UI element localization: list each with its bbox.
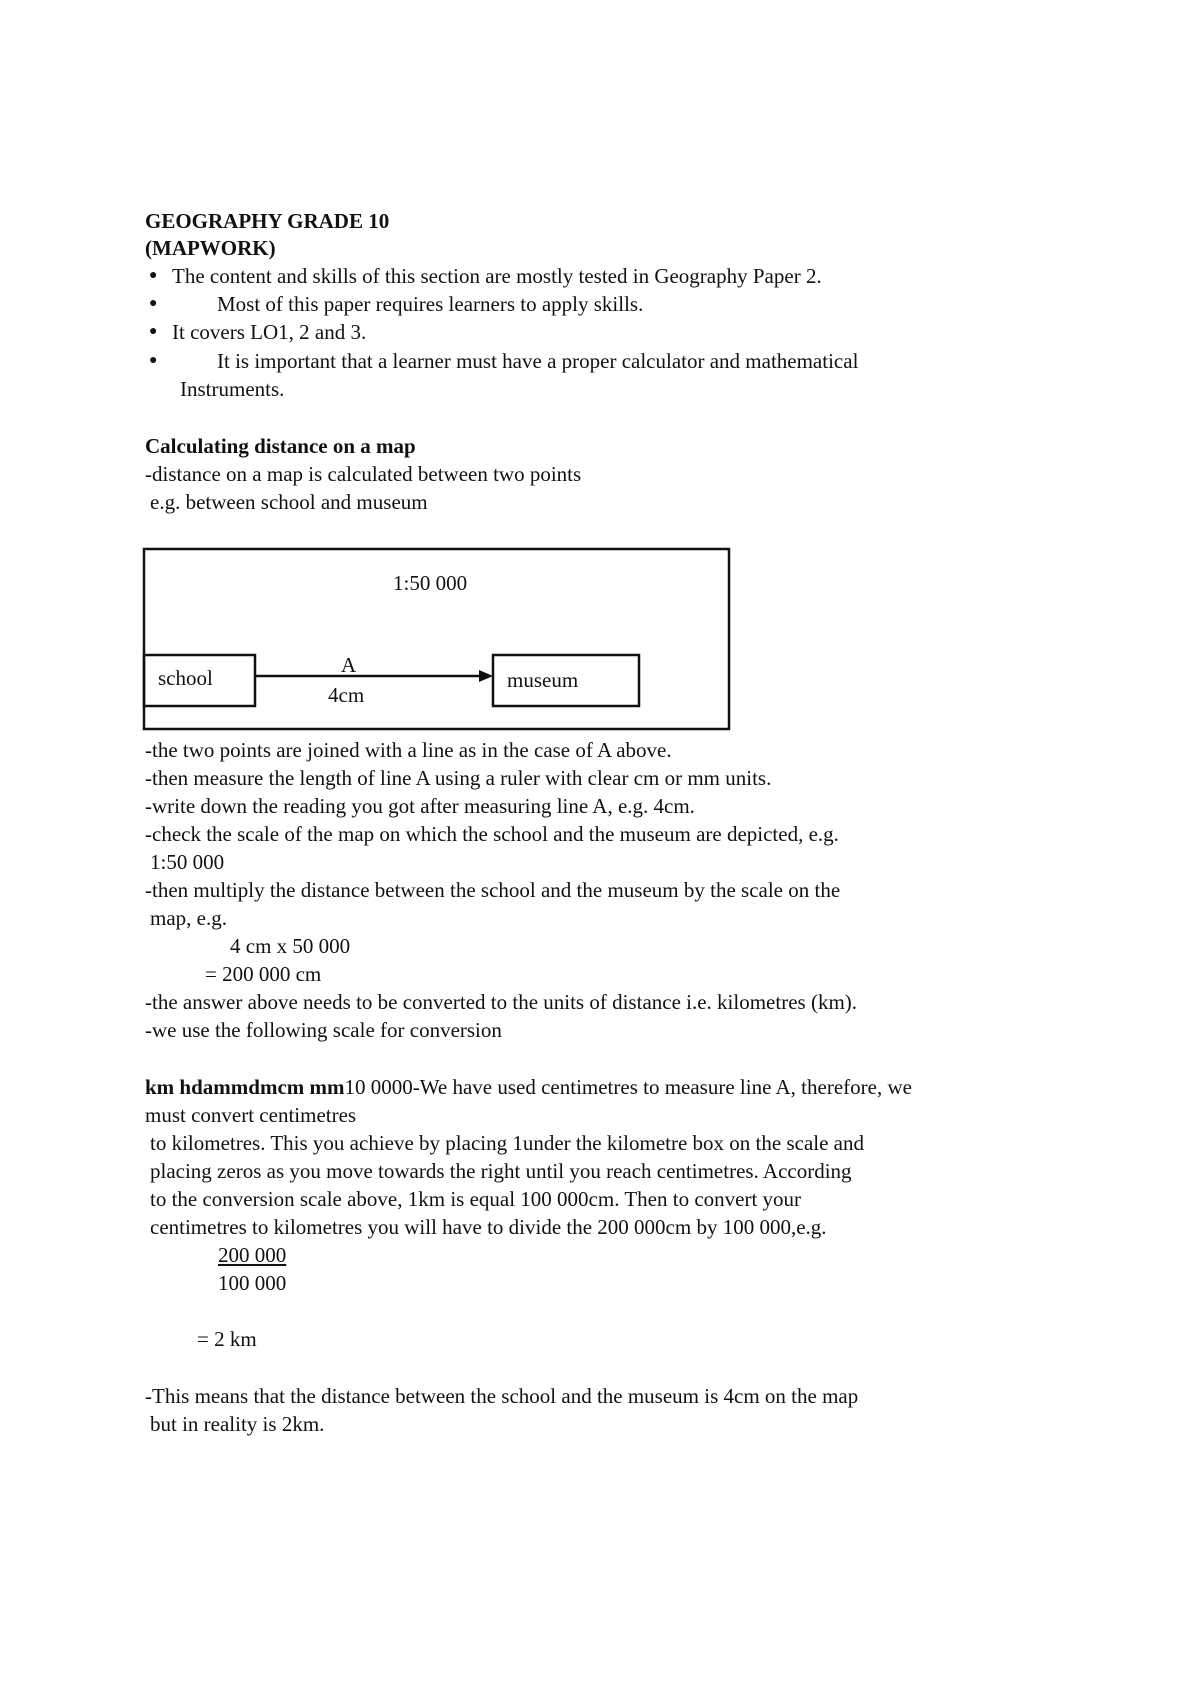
result-line: = 2 km (197, 1327, 257, 1351)
step-line: -the answer above needs to be converted to the units of distance i.e. kilometres (km). (145, 990, 858, 1014)
fraction-numerator: 200 000 (218, 1243, 287, 1267)
museum-label: museum (507, 668, 579, 692)
step-line: -the two points are joined with a line as in the case of A above. (145, 738, 672, 762)
conclusion-line: but in reality is 2km. (150, 1412, 325, 1436)
bullet-item: Most of this paper requires learners to apply skills. (217, 292, 644, 316)
distance-label: 4cm (328, 683, 365, 707)
conversion-text: 10 0000-We have used centimetres to measure line A, therefore, we (344, 1075, 912, 1099)
conclusion-line: -This means that the distance between the school and the museum is 4cm on the map (145, 1384, 859, 1408)
step-line: -write down the reading you got after measuring line A, e.g. 4cm. (145, 794, 695, 818)
conversion-units: km hdammdmcm mm (145, 1075, 345, 1099)
step-line: map, e.g. (150, 906, 227, 930)
intro-line: e.g. between school and museum (150, 490, 428, 514)
conversion-line: must convert centimetres (145, 1103, 357, 1127)
line-label: A (341, 653, 357, 677)
section-heading: Calculating distance on a map (145, 434, 416, 458)
calc-line: 4 cm x 50 000 (230, 934, 351, 958)
fraction-denominator: 100 000 (218, 1271, 287, 1295)
conversion-line (145, 1075, 912, 1099)
conversion-line: to the conversion scale above, 1km is equal 100 000cm. Then to convert your (150, 1187, 802, 1211)
step-line: -then multiply the distance between the school and the museum by the scale on the (145, 878, 841, 902)
bullet-item: It covers LO1, 2 and 3. (172, 320, 367, 344)
intro-line: -distance on a map is calculated between two points (145, 462, 582, 486)
step-line: -we use the following scale for conversion (145, 1018, 502, 1042)
conversion-line: centimetres to kilometres you will have to divide the 200 000cm by 100 000,e.g. (150, 1215, 827, 1239)
bullet-dot: ● (149, 353, 158, 368)
map-scale: 1:50 000 (393, 571, 468, 595)
page-subtitle: (MAPWORK) (145, 236, 276, 260)
arrow-head (479, 670, 493, 682)
bullet-dot: ● (149, 296, 158, 311)
calc-line: = 200 000 cm (205, 962, 322, 986)
bullet-item: It is important that a learner must have a proper calculator and mathematical (217, 349, 859, 373)
bullet-dot: ● (149, 268, 158, 283)
page-title: GEOGRAPHY GRADE 10 (145, 209, 390, 233)
step-line: -then measure the length of line A using a ruler with clear cm or mm units. (145, 766, 772, 790)
step-line: -check the scale of the map on which the school and the museum are depicted, e.g. (145, 822, 839, 846)
distance-diagram (0, 540, 1200, 740)
conversion-line: placing zeros as you move towards the right until you reach centimetres. According (150, 1159, 852, 1183)
step-line: 1:50 000 (150, 850, 225, 874)
bullet-item: The content and skills of this section are mostly tested in Geography Paper 2. (172, 264, 822, 288)
conversion-line: to kilometres. This you achieve by placing 1under the kilometre box on the scale and (150, 1131, 864, 1155)
bullet-item-continuation: Instruments. (180, 377, 285, 401)
school-label: school (158, 666, 213, 690)
bullet-dot: ● (149, 324, 158, 339)
